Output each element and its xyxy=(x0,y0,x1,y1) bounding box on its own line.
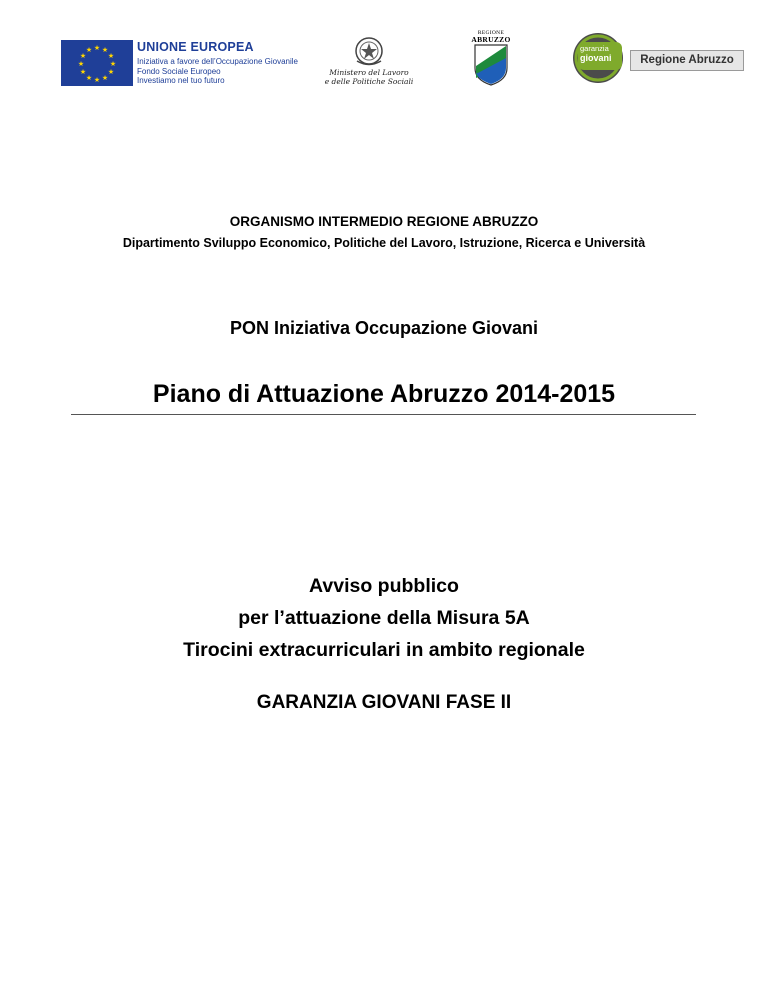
notice-line-3: Tirocini extracurriculari in ambito regionale xyxy=(183,639,585,661)
phase-title: GARANZIA GIOVANI FASE II xyxy=(256,692,512,713)
svg-text:★: ★ xyxy=(107,68,115,76)
notice-block xyxy=(0,570,768,666)
svg-text:★: ★ xyxy=(101,74,109,82)
regione-abruzzo-logo xyxy=(470,30,512,88)
eu-title: UNIONE EUROPEA xyxy=(137,40,254,54)
svg-text:★: ★ xyxy=(85,74,93,82)
svg-text:★: ★ xyxy=(85,46,93,54)
svg-text:★: ★ xyxy=(101,46,109,54)
eu-line-3: Investiamo nel tuo futuro xyxy=(137,76,225,85)
abruzzo-label: ABRUZZO xyxy=(471,35,511,44)
ministry-line-2: e delle Politiche Sociali xyxy=(324,77,414,86)
svg-text:★: ★ xyxy=(79,52,87,60)
ministry-line-1: Ministero del Lavoro xyxy=(329,68,409,77)
svg-text:★: ★ xyxy=(93,44,101,52)
organism-title: ORGANISMO INTERMEDIO REGIONE ABRUZZO xyxy=(229,214,539,229)
eu-flag-icon xyxy=(61,40,133,86)
regione-label: REGIONE xyxy=(477,30,505,36)
plan-title: Piano di Attuazione Abruzzo 2014-2015 xyxy=(152,380,616,408)
title-underline xyxy=(71,414,696,415)
eu-logo xyxy=(61,40,311,86)
abruzzo-shield-icon xyxy=(473,44,509,86)
svg-text:★: ★ xyxy=(93,76,101,84)
notice-line-1: Avviso pubblico xyxy=(309,575,459,597)
svg-text:★: ★ xyxy=(109,60,117,68)
eu-line-2: Fondo Sociale Europeo xyxy=(137,66,221,76)
garanzia-giovani-logo xyxy=(568,32,748,88)
regione-abruzzo-badge: Regione Abruzzo xyxy=(630,50,744,71)
department-line: Dipartimento Sviluppo Economico, Politiche del Lavoro, Istruzione, Ricerca e Università xyxy=(122,236,646,250)
ministry-logo xyxy=(318,34,420,90)
svg-text:★: ★ xyxy=(107,52,115,60)
giovani-label: giovani xyxy=(580,53,612,63)
garanzia-label: garanzia xyxy=(580,44,609,53)
program-title: PON Iniziativa Occupazione Giovani xyxy=(229,318,539,338)
svg-text:★: ★ xyxy=(79,68,87,76)
eu-line-1: Iniziativa a favore dell’Occupazione Giovanile xyxy=(137,57,298,66)
notice-line-2: per l’attuazione della Misura 5A xyxy=(238,607,530,629)
italian-republic-emblem-icon xyxy=(352,34,386,68)
svg-text:★: ★ xyxy=(77,60,85,68)
